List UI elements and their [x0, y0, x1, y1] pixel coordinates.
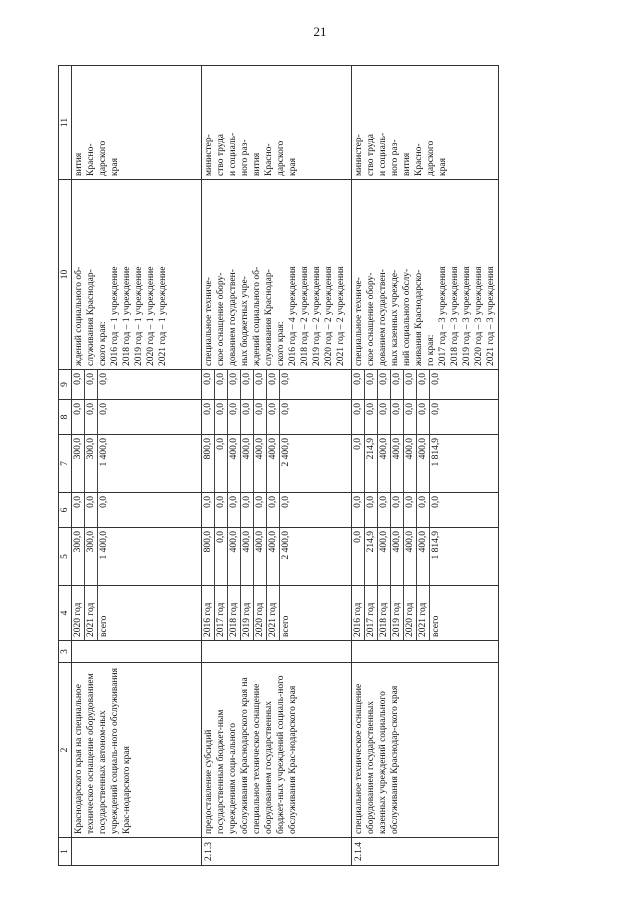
c6-value: 0,0: [228, 493, 241, 527]
row-executor: вития Красно- дарского края: [72, 66, 202, 180]
row-periods: [352, 586, 499, 641]
c7-value: 400,0: [241, 435, 254, 492]
row-c7: [202, 435, 352, 493]
periods-value: 2018 год: [228, 586, 241, 640]
periods-value: 2017 год: [215, 586, 228, 640]
c8-value: 0,0: [99, 403, 109, 415]
c7-value: 1 400,0: [99, 438, 109, 467]
header-cell: 3: [59, 641, 72, 663]
c9-value: 0,0: [431, 373, 441, 385]
c7-value: 400,0: [404, 435, 417, 492]
c9-value: 0,0: [404, 370, 417, 399]
row-c5: [352, 528, 499, 586]
c6-value: 0,0: [431, 496, 441, 508]
c8-value: 0,0: [267, 400, 280, 434]
program-table: [58, 65, 499, 866]
header-cell: 10: [59, 180, 72, 370]
c9-value: 0,0: [99, 373, 109, 385]
periods-value: 2018 год: [378, 586, 391, 640]
periods-value: 2016 год: [352, 586, 365, 640]
row-c9: [352, 370, 499, 400]
row-number: 2.1.3: [202, 838, 352, 866]
row-c9: [202, 370, 352, 400]
table-row: [72, 66, 202, 866]
c7-value: 400,0: [254, 435, 267, 492]
periods-value: 2019 год: [391, 586, 404, 640]
periods-value: 2019 год: [241, 586, 254, 640]
row-c7: [72, 435, 202, 493]
row-c5: [72, 528, 202, 586]
periods-value: 2020 год: [404, 586, 417, 640]
row-col3: [352, 641, 499, 663]
c9-value: 0,0: [215, 370, 228, 399]
row-c8: [72, 400, 202, 435]
c8-value: 0,0: [281, 403, 291, 415]
header-cell: 9: [59, 370, 72, 400]
c6-value: 0,0: [352, 493, 365, 527]
row-number: 2.1.4: [352, 838, 499, 866]
c8-value: 0,0: [85, 400, 98, 434]
c6-value: 0,0: [254, 493, 267, 527]
periods-value: 2021 год: [85, 586, 98, 640]
row-c6: [202, 493, 352, 528]
c6-value: 0,0: [215, 493, 228, 527]
row-col3: [202, 641, 352, 663]
c7-value: 300,0: [72, 435, 85, 492]
c8-value: 0,0: [72, 400, 85, 434]
row-executor: министер- ство труда и социаль- ного раз- вития Красно- дарского края: [352, 66, 499, 180]
header-cell: 7: [59, 435, 72, 493]
c6-value: 0,0: [365, 493, 378, 527]
table-row: [202, 66, 352, 866]
c5-value: 400,0: [254, 528, 267, 585]
c9-value: 0,0: [254, 370, 267, 399]
c7-value: 1 814,9: [431, 438, 441, 467]
c5-value: 400,0: [267, 528, 280, 585]
c6-value: 0,0: [417, 493, 430, 527]
c8-value: 0,0: [404, 400, 417, 434]
c6-value: 0,0: [267, 493, 280, 527]
c6-value: 0,0: [202, 493, 215, 527]
row-name: Краснодарского края на специальное техническое оснащение оборудованием государственных автоном-ных учреждений социаль-ного обслуживания Крас-нодарского края: [72, 663, 202, 838]
c5-value: 2 400,0: [281, 531, 291, 560]
c5-value: 0,0: [352, 528, 365, 585]
header-cell: 6: [59, 493, 72, 528]
c5-value: 1 400,0: [99, 531, 109, 560]
c5-value: 400,0: [378, 528, 391, 585]
c8-value: 0,0: [215, 400, 228, 434]
c8-value: 0,0: [202, 400, 215, 434]
c9-value: 0,0: [241, 370, 254, 399]
c9-value: 0,0: [365, 370, 378, 399]
c9-value: 0,0: [281, 373, 291, 385]
row-c7: [352, 435, 499, 493]
c7-value: 400,0: [417, 435, 430, 492]
periods-value: всего: [431, 615, 441, 637]
page-number: 21: [313, 24, 327, 39]
c6-value: 0,0: [99, 496, 109, 508]
row-executor: министер- ство труда и социаль- ного раз- вития Красно- дарского края: [202, 66, 352, 180]
row-col3: [72, 641, 202, 663]
c7-value: 400,0: [391, 435, 404, 492]
c7-value: 400,0: [267, 435, 280, 492]
c9-value: 0,0: [352, 370, 365, 399]
c7-value: 800,0: [202, 435, 215, 492]
c6-value: 0,0: [281, 496, 291, 508]
c5-value: 300,0: [72, 528, 85, 585]
c6-value: 0,0: [391, 493, 404, 527]
c9-value: 0,0: [378, 370, 391, 399]
row-name: специальное техническое оснащение оборудованием государственных казенных учреждений социального обслуживания Краснодар-ского края: [352, 663, 499, 838]
c8-value: 0,0: [365, 400, 378, 434]
c6-value: 0,0: [85, 493, 98, 527]
row-periods: [72, 586, 202, 641]
c5-value: 400,0: [391, 528, 404, 585]
c9-value: 0,0: [417, 370, 430, 399]
periods-value: всего: [99, 615, 109, 637]
table-row: [352, 66, 499, 866]
c8-value: 0,0: [431, 403, 441, 415]
c5-value: 1 814,9: [431, 531, 441, 560]
c7-value: 0,0: [352, 435, 365, 492]
c8-value: 0,0: [417, 400, 430, 434]
c5-value: 400,0: [228, 528, 241, 585]
c5-value: 400,0: [404, 528, 417, 585]
c9-value: 0,0: [72, 370, 85, 399]
c6-value: 0,0: [241, 493, 254, 527]
header-cell: 4: [59, 586, 72, 641]
c8-value: 0,0: [241, 400, 254, 434]
c9-value: 0,0: [85, 370, 98, 399]
header-cell: 2: [59, 663, 72, 838]
c5-value: 800,0: [202, 528, 215, 585]
header-row: [59, 66, 72, 866]
c7-value: 400,0: [228, 435, 241, 492]
periods-value: 2020 год: [254, 586, 267, 640]
c8-value: 0,0: [352, 400, 365, 434]
periods-value: 2020 год: [72, 586, 85, 640]
periods-value: 2021 год: [267, 586, 280, 640]
row-indicator: специальное техниче- ское оснащение обору- дованием государствен- ных казенных учрежде- ний социального обслу- живания Краснодарско- го края: 2017 год – 3 учреждения 2018 год – 3 учреждения 2019 год – 3 учреждения 2020 год – 3 учреждения 2021 год – 3 учреждения: [352, 180, 499, 370]
c9-value: 0,0: [202, 370, 215, 399]
c7-value: 0,0: [215, 435, 228, 492]
c7-value: 2 400,0: [281, 438, 291, 467]
c7-value: 214,9: [365, 435, 378, 492]
c7-value: 300,0: [85, 435, 98, 492]
c9-value: 0,0: [391, 370, 404, 399]
c8-value: 0,0: [391, 400, 404, 434]
row-number: [72, 838, 202, 866]
c8-value: 0,0: [254, 400, 267, 434]
row-c8: [202, 400, 352, 435]
periods-value: всего: [281, 615, 291, 637]
row-indicator: ждений социального об- служивания Краснодар- ского края: 2016 год – 1 учреждение 2018 год – 1 учреждение 2019 год – 1 учреждение 2020 год – 1 учреждение 2021 год – 1 учреждение: [72, 180, 202, 370]
row-c6: [72, 493, 202, 528]
row-c8: [352, 400, 499, 435]
c5-value: 300,0: [85, 528, 98, 585]
header-cell: 5: [59, 528, 72, 586]
row-indicator: специальное техниче- ское оснащение обору- дованием государствен- ных бюджетных учре- ждений социального об- служивания Краснодар- ского края: 2016 год – 4 учреждения 2018 год – 2 учреждения 2019 год – 2 учреждения 2020 год – 2 учреждения 2021 год – 2 учреждения: [202, 180, 352, 370]
c5-value: 0,0: [215, 528, 228, 585]
c8-value: 0,0: [378, 400, 391, 434]
c6-value: 0,0: [404, 493, 417, 527]
c5-value: 400,0: [417, 528, 430, 585]
row-name: предоставление субсидий государственным бюджет-ным учреждениям соци-ального обслуживания Краснодарского края на специальное техническое оснащение оборудованием государственных бюджет-ных учреждений социаль-ного обслуживания Крас-нодарского края: [202, 663, 352, 838]
rotated-table-sheet: [58, 66, 588, 866]
c9-value: 0,0: [228, 370, 241, 399]
row-c6: [352, 493, 499, 528]
row-c5: [202, 528, 352, 586]
header-cell: 8: [59, 400, 72, 435]
c5-value: 214,9: [365, 528, 378, 585]
table-body: [72, 66, 499, 866]
periods-value: 2021 год: [417, 586, 430, 640]
periods-value: 2017 год: [365, 586, 378, 640]
header-cell: 1: [59, 838, 72, 866]
row-c9: [72, 370, 202, 400]
c7-value: 400,0: [378, 435, 391, 492]
c6-value: 0,0: [72, 493, 85, 527]
row-periods: [202, 586, 352, 641]
periods-value: 2016 год: [202, 586, 215, 640]
header-cell: 11: [59, 66, 72, 180]
c9-value: 0,0: [267, 370, 280, 399]
c6-value: 0,0: [378, 493, 391, 527]
c5-value: 400,0: [241, 528, 254, 585]
c8-value: 0,0: [228, 400, 241, 434]
